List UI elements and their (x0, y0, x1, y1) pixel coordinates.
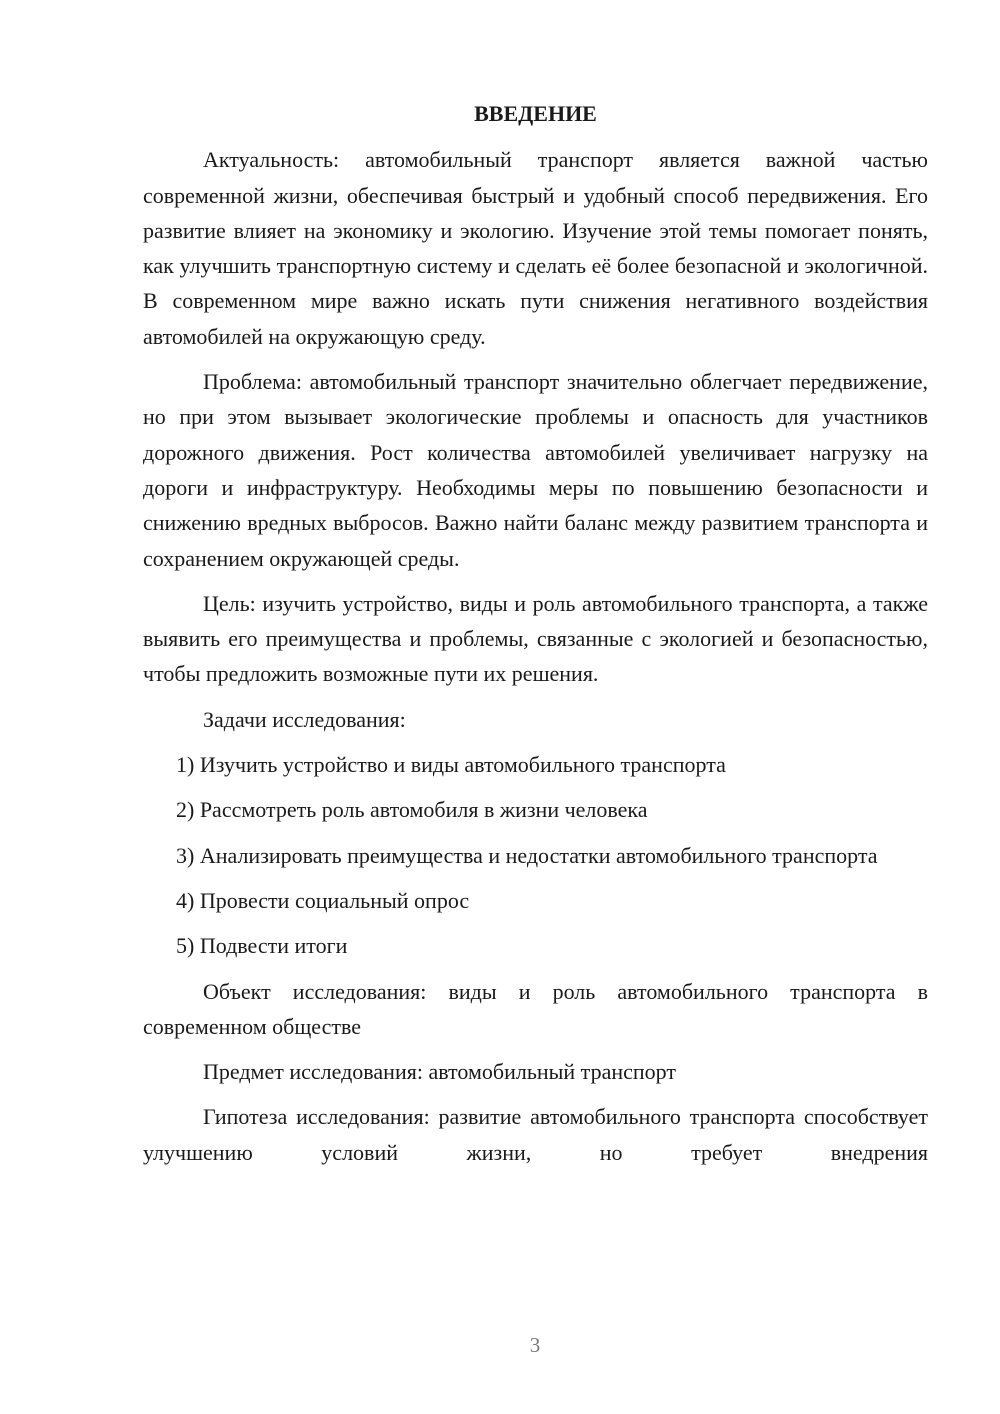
task-item-5: 5) Подвести итоги (176, 933, 348, 959)
paragraph-object: Объект исследования: виды и роль автомобильного транспорта в современном обществе (143, 978, 928, 1039)
page-content (143, 96, 928, 1180)
task-item-4: 4) Провести социальный опрос (176, 887, 470, 913)
task-item-1: 1) Изучить устройство и виды автомобильного транспорта (176, 752, 726, 778)
paragraph-tasks-intro: Задачи исследования: (203, 706, 406, 732)
paragraph-relevance: Актуальность: автомобильный транспорт является важной частью современной жизни, обеспечивая быстрый и удобный способ передвижения. Его развитие влияет на экономику и экологию. Изучение этой темы помогает понять, как улучшить транспортную систему и сделать её более безопасной и экологичной. В современном мире важно искать пути снижения негативного воздействия автомобилей на окружающую среду. (143, 147, 928, 349)
task-item-2: 2) Рассмотреть роль автомобиля в жизни человека (176, 797, 648, 823)
task-item-3: 3) Анализировать преимущества и недостатки автомобильного транспорта (176, 842, 878, 868)
section-heading: ВВЕДЕНИЕ (474, 101, 597, 126)
paragraph-goal: Цель: изучить устройство, виды и роль автомобильного транспорта, а также выявить его преимущества и проблемы, связанные с экологией и безопасностью, чтобы предложить возможные пути их решения. (143, 590, 928, 687)
page-number: 3 (529, 1333, 541, 1357)
paragraph-hypothesis: Гипотеза исследования: развитие автомобильного транспорта способствует улучшению условий жизни, но требует внедрения (143, 1104, 928, 1165)
paragraph-subject: Предмет исследования: автомобильный транспорт (203, 1059, 676, 1085)
paragraph-problem: Проблема: автомобильный транспорт значительно облегчает передвижение, но при этом вызывает экологические проблемы и опасность для участников дорожного движения. Рост количества автомобилей увеличивает нагрузку на дороги и инфраструктуру. Необходимы меры по повышению безопасности и снижению вредных выбросов. Важно найти баланс между развитием транспорта и сохранением окружающей среды. (143, 369, 928, 571)
